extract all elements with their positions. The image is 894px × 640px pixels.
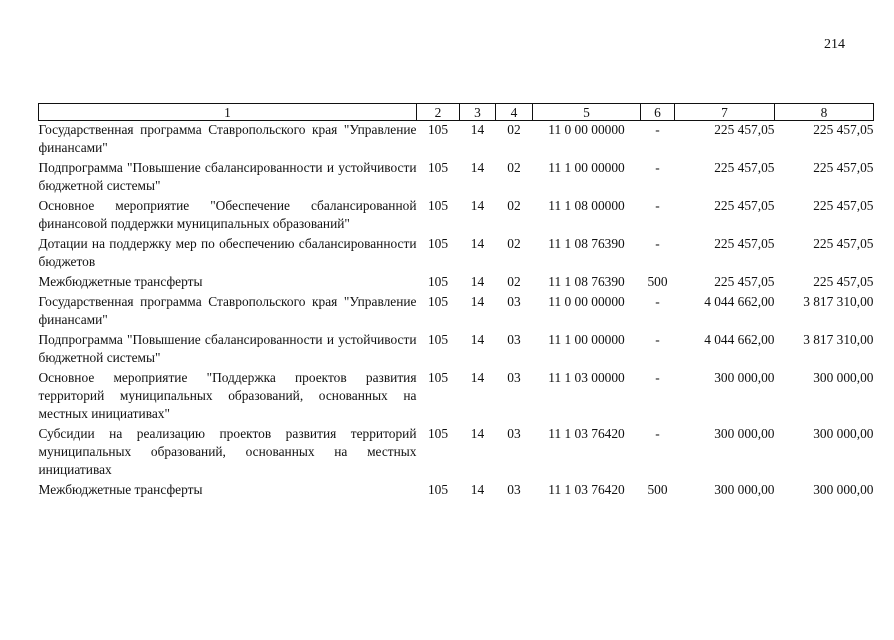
row-col-6: -	[655, 122, 660, 137]
row-col-8: 225 457,05	[813, 236, 874, 251]
row-name: Основное мероприятие "Поддержка проектов развития территорий муниципальных образований, основанных на местных инициативах"	[38, 370, 417, 421]
row-col-2: 105	[427, 236, 449, 251]
row-col-2: 105	[427, 198, 449, 213]
budget-table	[38, 103, 874, 501]
row-col-4: 02	[507, 160, 521, 175]
header-col-6: 6	[641, 104, 675, 121]
row-col-7: 300 000,00	[714, 482, 775, 497]
row-col-7: 225 457,05	[714, 122, 775, 137]
row-col-3: 14	[470, 294, 485, 309]
row-col-8: 300 000,00	[813, 482, 874, 497]
row-col-7: 225 457,05	[714, 236, 775, 251]
row-col-7: 4 044 662,00	[704, 294, 775, 309]
header-col-2: 2	[417, 104, 460, 121]
row-col-5: 11 1 03 76420	[548, 482, 625, 497]
row-col-4: 02	[507, 274, 521, 289]
row-col-2: 105	[427, 426, 449, 441]
row-name: Подпрограмма "Повышение сбалансированности и устойчивости бюджетной системы"	[38, 332, 417, 365]
row-name: Межбюджетные трансферты	[38, 482, 203, 497]
row-col-5: 11 1 08 00000	[548, 198, 625, 213]
row-col-6: -	[655, 160, 660, 175]
row-col-7: 225 457,05	[714, 198, 775, 213]
row-col-4: 03	[507, 294, 521, 309]
row-col-8: 225 457,05	[813, 198, 874, 213]
row-col-4: 03	[507, 426, 521, 441]
table-row	[39, 273, 874, 293]
row-col-8: 3 817 310,00	[803, 332, 874, 347]
header-col-8: 8	[775, 104, 874, 121]
row-col-5: 11 0 00 00000	[548, 122, 625, 137]
row-col-7: 4 044 662,00	[704, 332, 775, 347]
row-col-3: 14	[470, 332, 485, 347]
row-col-6: -	[655, 332, 660, 347]
table-row	[39, 121, 874, 160]
row-name: Основное мероприятие "Обеспечение сбалансированной финансовой поддержки муниципальных образований"	[38, 198, 417, 231]
row-col-2: 105	[427, 370, 449, 385]
row-col-6: 500	[647, 482, 668, 497]
row-col-3: 14	[470, 426, 485, 441]
row-col-8: 225 457,05	[813, 274, 874, 289]
row-col-5: 11 1 03 76420	[548, 426, 625, 441]
row-name: Субсидии на реализацию проектов развития территорий муниципальных образований, основанных на местных инициативах	[38, 426, 417, 477]
table-row	[39, 425, 874, 481]
row-col-3: 14	[470, 122, 485, 137]
row-col-4: 03	[507, 482, 521, 497]
table-row	[39, 369, 874, 425]
row-name: Государственная программа Ставропольского края "Управление финансами"	[38, 122, 417, 155]
row-col-7: 300 000,00	[714, 426, 775, 441]
header-col-4: 4	[496, 104, 533, 121]
row-name: Дотации на поддержку мер по обеспечению сбалансированности бюджетов	[38, 236, 417, 269]
row-col-2: 105	[427, 332, 449, 347]
row-col-8: 225 457,05	[813, 122, 874, 137]
row-col-6: -	[655, 426, 660, 441]
row-col-3: 14	[470, 160, 485, 175]
row-col-4: 02	[507, 122, 521, 137]
row-name: Межбюджетные трансферты	[38, 274, 203, 289]
row-col-6: -	[655, 236, 660, 251]
row-col-3: 14	[470, 482, 485, 497]
header-col-1: 1	[39, 104, 417, 121]
row-col-8: 300 000,00	[813, 370, 874, 385]
row-col-8: 300 000,00	[813, 426, 874, 441]
row-col-7: 225 457,05	[714, 274, 775, 289]
row-col-2: 105	[427, 482, 449, 497]
table-row	[39, 293, 874, 331]
header-col-3: 3	[460, 104, 496, 121]
row-col-4: 02	[507, 236, 521, 251]
row-col-8: 3 817 310,00	[803, 294, 874, 309]
row-col-7: 225 457,05	[714, 160, 775, 175]
row-col-8: 225 457,05	[813, 160, 874, 175]
row-col-2: 105	[427, 294, 449, 309]
row-col-7: 300 000,00	[714, 370, 775, 385]
row-col-6: -	[655, 370, 660, 385]
row-col-6: 500	[647, 274, 668, 289]
header-col-5: 5	[533, 104, 641, 121]
table-row	[39, 159, 874, 197]
row-col-3: 14	[470, 274, 485, 289]
row-col-2: 105	[427, 160, 449, 175]
row-col-3: 14	[470, 370, 485, 385]
row-col-6: -	[655, 294, 660, 309]
row-col-5: 11 0 00 00000	[548, 294, 625, 309]
row-col-5: 11 1 03 00000	[548, 370, 625, 385]
row-col-3: 14	[470, 198, 485, 213]
row-name: Подпрограмма "Повышение сбалансированности и устойчивости бюджетной системы"	[38, 160, 417, 193]
table-row	[39, 331, 874, 369]
row-col-5: 11 1 00 00000	[548, 332, 625, 347]
row-col-2: 105	[427, 274, 449, 289]
row-col-4: 03	[507, 370, 521, 385]
row-col-4: 03	[507, 332, 521, 347]
table-row	[39, 481, 874, 501]
row-col-2: 105	[427, 122, 449, 137]
row-col-5: 11 1 08 76390	[548, 274, 625, 289]
table-row	[39, 197, 874, 235]
row-col-4: 02	[507, 198, 521, 213]
row-col-5: 11 1 00 00000	[548, 160, 625, 175]
table-row	[39, 235, 874, 273]
page-number: 214	[824, 37, 845, 52]
row-name: Государственная программа Ставропольского края "Управление финансами"	[38, 294, 417, 327]
header-row	[39, 104, 874, 121]
header-col-7: 7	[675, 104, 775, 121]
row-col-3: 14	[470, 236, 485, 251]
row-col-6: -	[655, 198, 660, 213]
row-col-5: 11 1 08 76390	[548, 236, 625, 251]
